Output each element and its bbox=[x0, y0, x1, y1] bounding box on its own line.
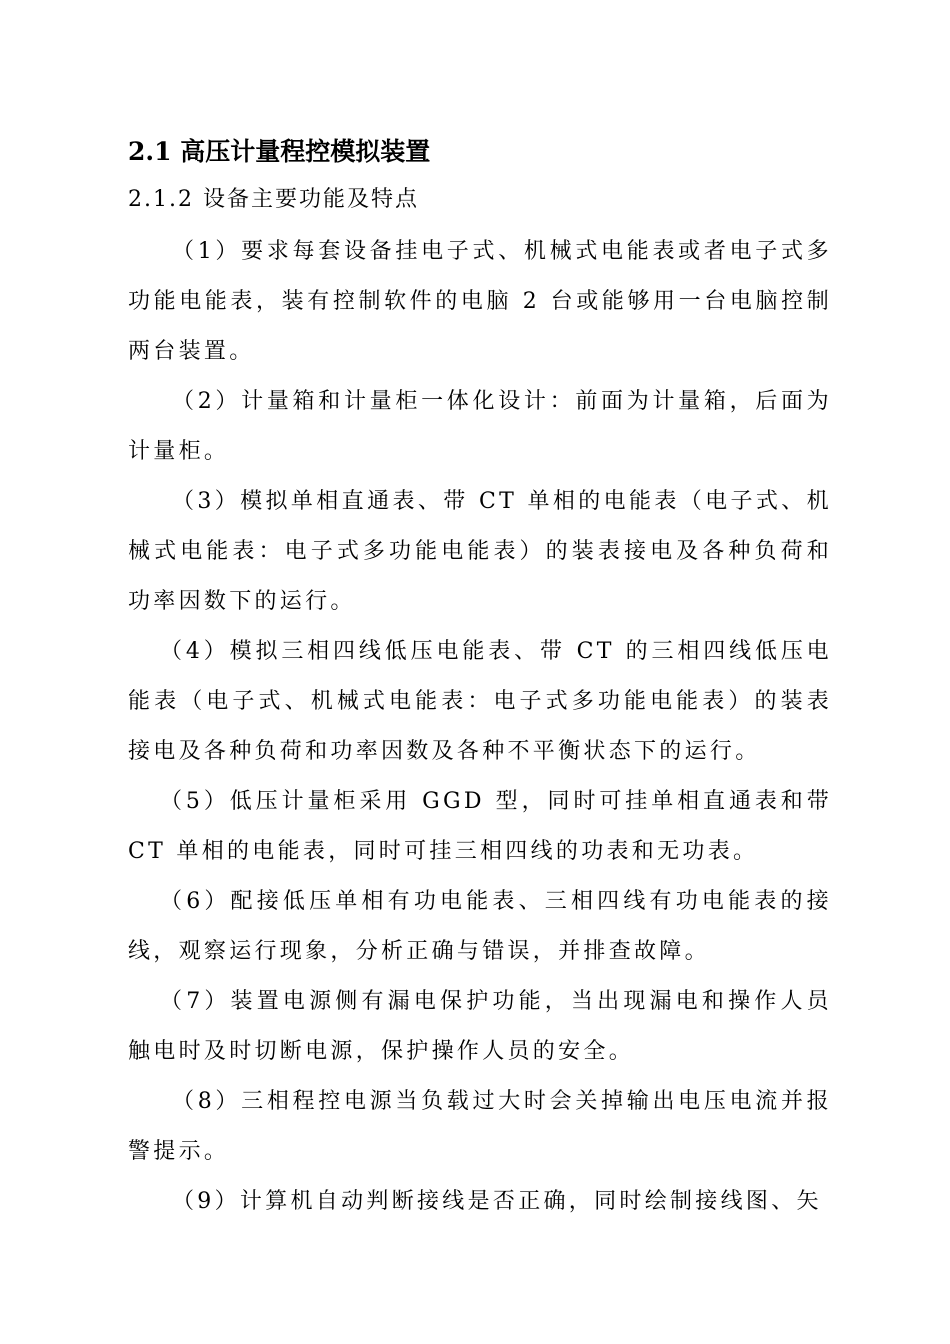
paragraph-7: （7）装置电源侧有漏电保护功能，当出现漏电和操作人员触电时及时切断电源，保护操作人员的安全。 bbox=[128, 989, 832, 1064]
paragraph-3: （3）模拟单相直通表、带 CT 单相的电能表（电子式、机械式电能表：电子式多功能电能表）的装表接电及各种负荷和功率因数下的运行。 bbox=[128, 489, 832, 614]
paragraph-9: （9）计算机自动判断接线是否正确，同时绘制接线图、矢 bbox=[172, 1189, 822, 1214]
paragraph-5: （5）低压计量柜采用 GGD 型，同时可挂单相直通表和带 CT 单相的电能表，同时可挂三相四线的功表和无功表。 bbox=[128, 789, 832, 864]
paragraph-2: （2）计量箱和计量柜一体化设计：前面为计量箱，后面为计量柜。 bbox=[128, 389, 832, 464]
paragraph-1: （1）要求每套设备挂电子式、机械式电能表或者电子式多功能电能表，装有控制软件的电脑 2 台或能够用一台电脑控制两台装置。 bbox=[128, 239, 832, 364]
paragraph-6: （6）配接低压单相有功电能表、三相四线有功电能表的接线，观察运行现象，分析正确与错误，并排查故障。 bbox=[128, 889, 832, 964]
subsection-heading: 2.1.2 设备主要功能及特点 bbox=[128, 187, 419, 212]
paragraph-4: （4）模拟三相四线低压电能表、带 CT 的三相四线低压电能表（电子式、机械式电能表：电子式多功能电能表）的装表接电及各种负荷和功率因数及各种不平衡状态下的运行。 bbox=[128, 639, 832, 764]
paragraph-8: （8）三相程控电源当负载过大时会关掉输出电压电流并报警提示。 bbox=[128, 1089, 832, 1164]
section-heading: 2.1 高压计量程控模拟装置 bbox=[128, 137, 431, 166]
